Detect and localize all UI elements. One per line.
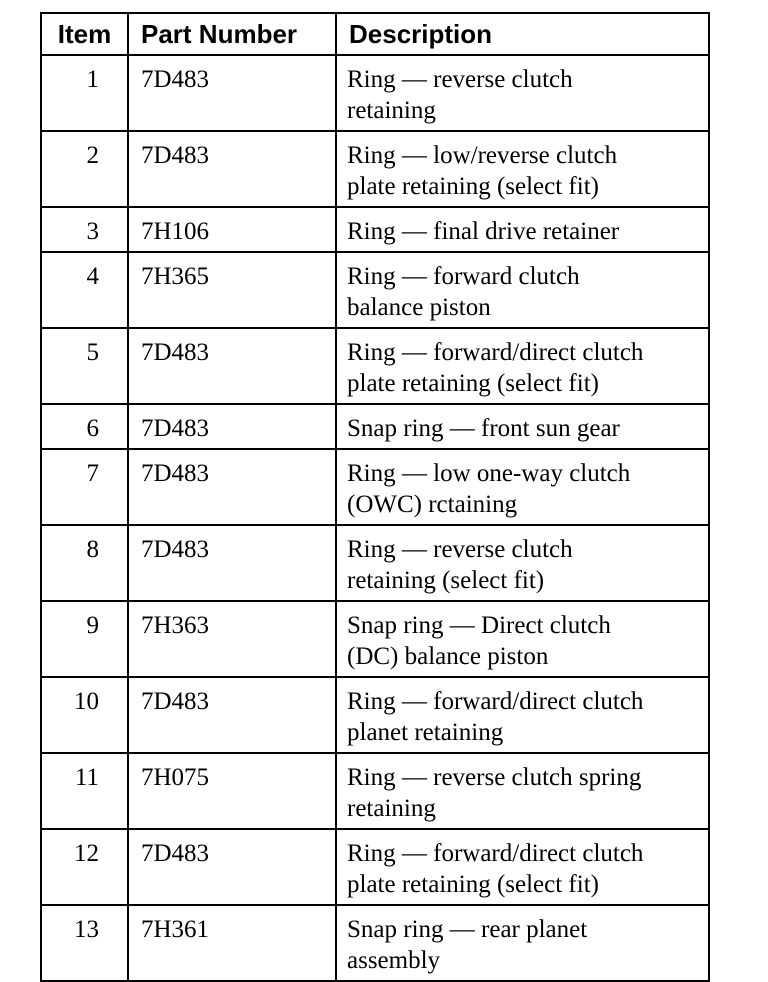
description-line: Ring — reverse clutch spring bbox=[347, 764, 642, 791]
description-line: Ring — final drive retainer bbox=[347, 218, 620, 245]
description-cell bbox=[336, 404, 709, 449]
part-number-cell: 7D483 bbox=[128, 525, 336, 601]
description-cell bbox=[336, 55, 709, 131]
table-row bbox=[41, 404, 709, 449]
part-number-cell: 7D483 bbox=[128, 55, 336, 131]
table-row bbox=[41, 753, 709, 829]
part-number-cell: 7D483 bbox=[128, 328, 336, 404]
description-line: Ring — low one-way clutch bbox=[347, 460, 631, 487]
part-number-cell: 7D483 bbox=[128, 131, 336, 207]
part-number-cell: 7D483 bbox=[128, 829, 336, 905]
description-cell bbox=[336, 829, 709, 905]
table-row bbox=[41, 905, 709, 981]
description-cell bbox=[336, 677, 709, 753]
item-number-cell: 5 bbox=[41, 328, 128, 404]
description-line: Ring — reverse clutch bbox=[347, 536, 573, 563]
description-cell bbox=[336, 449, 709, 525]
column-header-part-number: Part Number bbox=[128, 13, 336, 55]
table-row bbox=[41, 55, 709, 131]
item-number-cell: 1 bbox=[41, 55, 128, 131]
description-line: plate retaining (select fit) bbox=[347, 871, 599, 898]
description-line: assembly bbox=[347, 947, 441, 974]
item-number-cell: 12 bbox=[41, 829, 128, 905]
description-cell bbox=[336, 252, 709, 328]
description-line: Snap ring — rear planet bbox=[347, 916, 588, 943]
part-number-cell: 7H361 bbox=[128, 905, 336, 981]
table-header bbox=[41, 13, 709, 55]
description-cell bbox=[336, 525, 709, 601]
table-row bbox=[41, 207, 709, 252]
item-number-cell: 7 bbox=[41, 449, 128, 525]
description-cell bbox=[336, 207, 709, 252]
table-row bbox=[41, 252, 709, 328]
description-line: Ring — forward/direct clutch bbox=[347, 840, 644, 867]
description-cell bbox=[336, 753, 709, 829]
description-line: retaining (select fit) bbox=[347, 567, 545, 594]
description-line: plate retaining (select fit) bbox=[347, 370, 599, 397]
description-line: Snap ring — front sun gear bbox=[347, 415, 620, 442]
description-cell bbox=[336, 328, 709, 404]
column-header-item: Item bbox=[41, 13, 128, 55]
table-row bbox=[41, 449, 709, 525]
description-line: (DC) balance piston bbox=[347, 643, 549, 670]
description-line: (OWC) rctaining bbox=[347, 491, 518, 518]
table-row bbox=[41, 525, 709, 601]
part-number-cell: 7H365 bbox=[128, 252, 336, 328]
item-number-cell: 11 bbox=[41, 753, 128, 829]
description-line: Ring — forward clutch bbox=[347, 263, 580, 290]
parts-table bbox=[40, 12, 710, 982]
table-row bbox=[41, 328, 709, 404]
description-line: balance piston bbox=[347, 294, 491, 321]
part-number-cell: 7H075 bbox=[128, 753, 336, 829]
description-line: retaining bbox=[347, 97, 436, 124]
header-row bbox=[41, 13, 709, 55]
table-row bbox=[41, 829, 709, 905]
item-number-cell: 13 bbox=[41, 905, 128, 981]
table-body bbox=[41, 55, 709, 981]
description-line: Snap ring — Direct clutch bbox=[347, 612, 611, 639]
part-number-cell: 7H106 bbox=[128, 207, 336, 252]
description-cell bbox=[336, 905, 709, 981]
column-header-description: Description bbox=[336, 13, 709, 55]
description-line: Ring — forward/direct clutch bbox=[347, 339, 644, 366]
description-line: Ring — reverse clutch bbox=[347, 66, 573, 93]
description-line: plate retaining (select fit) bbox=[347, 173, 599, 200]
description-line: planet retaining bbox=[347, 719, 504, 746]
item-number-cell: 4 bbox=[41, 252, 128, 328]
description-line: Ring — low/reverse clutch bbox=[347, 142, 618, 169]
item-number-cell: 8 bbox=[41, 525, 128, 601]
part-number-cell: 7D483 bbox=[128, 677, 336, 753]
table-row bbox=[41, 601, 709, 677]
item-number-cell: 3 bbox=[41, 207, 128, 252]
description-line: Ring — forward/direct clutch bbox=[347, 688, 644, 715]
item-number-cell: 6 bbox=[41, 404, 128, 449]
item-number-cell: 2 bbox=[41, 131, 128, 207]
item-number-cell: 10 bbox=[41, 677, 128, 753]
description-cell bbox=[336, 131, 709, 207]
item-number-cell: 9 bbox=[41, 601, 128, 677]
description-cell bbox=[336, 601, 709, 677]
description-line: retaining bbox=[347, 795, 436, 822]
part-number-cell: 7H363 bbox=[128, 601, 336, 677]
table-row bbox=[41, 131, 709, 207]
part-number-cell: 7D483 bbox=[128, 404, 336, 449]
table-row bbox=[41, 677, 709, 753]
part-number-cell: 7D483 bbox=[128, 449, 336, 525]
